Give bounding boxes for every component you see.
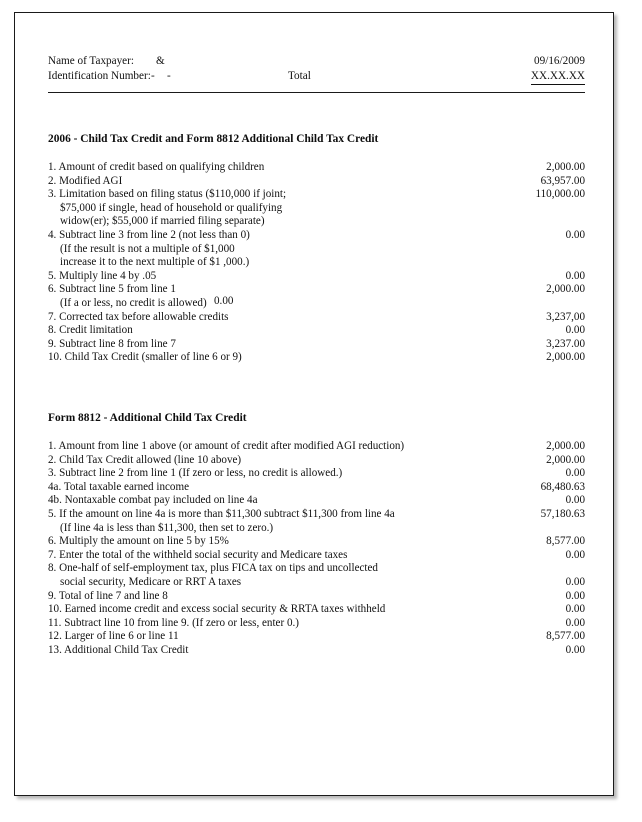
line-item-label: $75,000 if single, head of household or qualifying [60, 201, 283, 214]
line-item-label: 1. Amount of credit based on qualifying children [48, 161, 265, 173]
line-item-value: 0.00 [565, 494, 585, 507]
line-item-row [48, 562, 585, 576]
line-item-label: 12. Larger of line 6 or line 11 [48, 630, 179, 643]
taxpayer-name-label: Name of Taxpayer: [48, 55, 134, 67]
line-item-row [48, 617, 585, 631]
line-item-value: 3,237,00 [546, 310, 585, 323]
line-item-label: (If the result is not a multiple of $1,000 [60, 242, 235, 255]
line-item-value: 2,000.00 [546, 453, 585, 466]
line-item-value: 3,237.00 [546, 337, 585, 350]
line-item-label: 6. Subtract line 5 from line 1 [48, 283, 176, 296]
line-item-value: 0.00 [565, 603, 585, 616]
line-item-value: 0.00 [214, 294, 234, 307]
line-item-row [48, 494, 585, 508]
line-item-label: 2. Child Tax Credit allowed (line 10 above) [48, 453, 242, 466]
section-title-child-tax-credit: 2006 - Child Tax Credit and Form 8812 Additional Child Tax Credit [48, 133, 379, 145]
line-item-row [48, 215, 585, 229]
line-item-row [48, 644, 585, 658]
header-row-identification-number [48, 69, 585, 84]
line-item-value: 0.00 [565, 548, 585, 561]
line-item-label: 11. Subtract line 10 from line 9. (If zero or less, enter 0.) [48, 616, 299, 629]
line-item-label: 9. Total of line 7 and line 8 [48, 589, 168, 602]
line-item-value: 110,000.00 [535, 188, 585, 201]
line-item-value: 2,000.00 [546, 161, 585, 173]
line-item-value: 0.00 [565, 324, 585, 337]
line-item-value: 57,180.63 [540, 507, 585, 520]
line-item-label: increase it to the next multiple of $1 ,000.) [60, 256, 250, 269]
line-item-label: 3. Subtract line 2 from line 1 (If zero or less, no credit is allowed.) [48, 467, 343, 480]
line-item-row [48, 351, 585, 365]
line-item-row [48, 467, 585, 481]
line-item-label: 3. Limitation based on filing status ($110,000 if joint; [48, 188, 287, 201]
header-row-taxpayer-name [48, 54, 585, 69]
line-item-label: 1. Amount from line 1 above (or amount of credit after modified AGI reduction) [48, 440, 405, 452]
line-item-row [48, 535, 585, 549]
line-item-label: 2. Modified AGI [48, 174, 123, 187]
line-item-label: 8. One-half of self-employment tax, plus FICA tax on tips and uncollected [48, 562, 378, 575]
line-item-value: 2,000.00 [546, 440, 585, 452]
total-value: XX.XX.XX [531, 69, 585, 85]
line-item-row [48, 481, 585, 495]
line-item-row [48, 549, 585, 563]
line-item-label: 6. Multiply the amount on line 5 by 15% [48, 535, 229, 548]
line-item-label: 7. Corrected tax before allowable credits [48, 310, 229, 323]
line-item-row [48, 603, 585, 617]
line-item-row [48, 229, 585, 243]
identification-number-separator-2: - [167, 70, 171, 82]
line-item-label: 13. Additional Child Tax Credit [48, 643, 189, 656]
line-item-value: 0.00 [565, 575, 585, 588]
line-item-label: 4. Subtract line 3 from line 2 (not less than 0) [48, 228, 250, 241]
line-item-value: 0.00 [565, 467, 585, 480]
section-title-form-8812: Form 8812 - Additional Child Tax Credit [48, 412, 247, 424]
taxpayer-name-value: & [156, 55, 165, 67]
line-item-value: 0.00 [565, 589, 585, 602]
identification-number-label: Identification Number: [48, 70, 151, 82]
identification-number-separator-1: - [151, 70, 155, 82]
line-item-value: 63,957.00 [540, 174, 585, 187]
line-item-value: 2,000.00 [546, 351, 585, 364]
line-item-row [48, 270, 585, 284]
line-item-row [48, 256, 585, 270]
total-label: Total [288, 70, 311, 82]
document-content [15, 13, 613, 795]
line-item-label: 10. Child Tax Credit (smaller of line 6 or 9) [48, 351, 242, 364]
line-item-value: 68,480.63 [540, 480, 585, 493]
line-item-value: 2,000.00 [546, 283, 585, 296]
line-item-label: 10. Earned income credit and excess social security & RRTA taxes withheld [48, 603, 386, 616]
section-1-line-items [48, 161, 585, 365]
line-item-value: 0.00 [565, 228, 585, 241]
line-item-row [48, 440, 585, 454]
header-divider-rule [48, 92, 585, 93]
line-item-row [48, 630, 585, 644]
line-item-row [48, 283, 585, 297]
line-item-label: (If line 4a is less than $11,300, then set to zero.) [60, 521, 274, 534]
line-item-value: 8,577.00 [546, 535, 585, 548]
line-item-row [48, 188, 585, 202]
line-item-row [48, 454, 585, 468]
line-item-row [48, 338, 585, 352]
line-item-row [48, 202, 585, 216]
section-2-line-items [48, 440, 585, 658]
line-item-row [48, 522, 585, 536]
line-item-label: 8. Credit limitation [48, 324, 133, 337]
line-item-row [48, 175, 585, 189]
line-item-value: 8,577.00 [546, 630, 585, 643]
line-item-row [48, 508, 585, 522]
line-item-value: 0.00 [565, 269, 585, 282]
line-item-label: 4a. Total taxable earned income [48, 480, 190, 493]
line-item-label: 9. Subtract line 8 from line 7 [48, 337, 176, 350]
line-item-value: 0.00 [565, 643, 585, 656]
line-item-label: 5. Multiply line 4 by .05 [48, 269, 157, 282]
document-date: 09/16/2009 [534, 55, 585, 67]
line-item-label: social security, Medicare or RRT A taxes [60, 575, 242, 588]
line-item-label: 7. Enter the total of the withheld social security and Medicare taxes [48, 548, 348, 561]
line-item-label: 4b. Nontaxable combat pay included on line 4a [48, 494, 258, 507]
line-item-value: 0.00 [565, 616, 585, 629]
line-item-row [48, 243, 585, 257]
document-header [48, 54, 585, 84]
line-item-row [48, 294, 585, 311]
line-item-row [48, 576, 585, 590]
line-item-label: (If a or less, no credit is allowed) [60, 296, 207, 309]
line-item-row [48, 324, 585, 338]
line-item-label: widow(er); $55,000 if married filing separate) [60, 215, 265, 228]
line-item-row [48, 311, 585, 325]
line-item-label: 5. If the amount on line 4a is more than $11,300 subtract $11,300 from line 4a [48, 507, 395, 520]
line-item-row [48, 161, 585, 175]
document-page [14, 12, 614, 796]
line-item-row [48, 590, 585, 604]
